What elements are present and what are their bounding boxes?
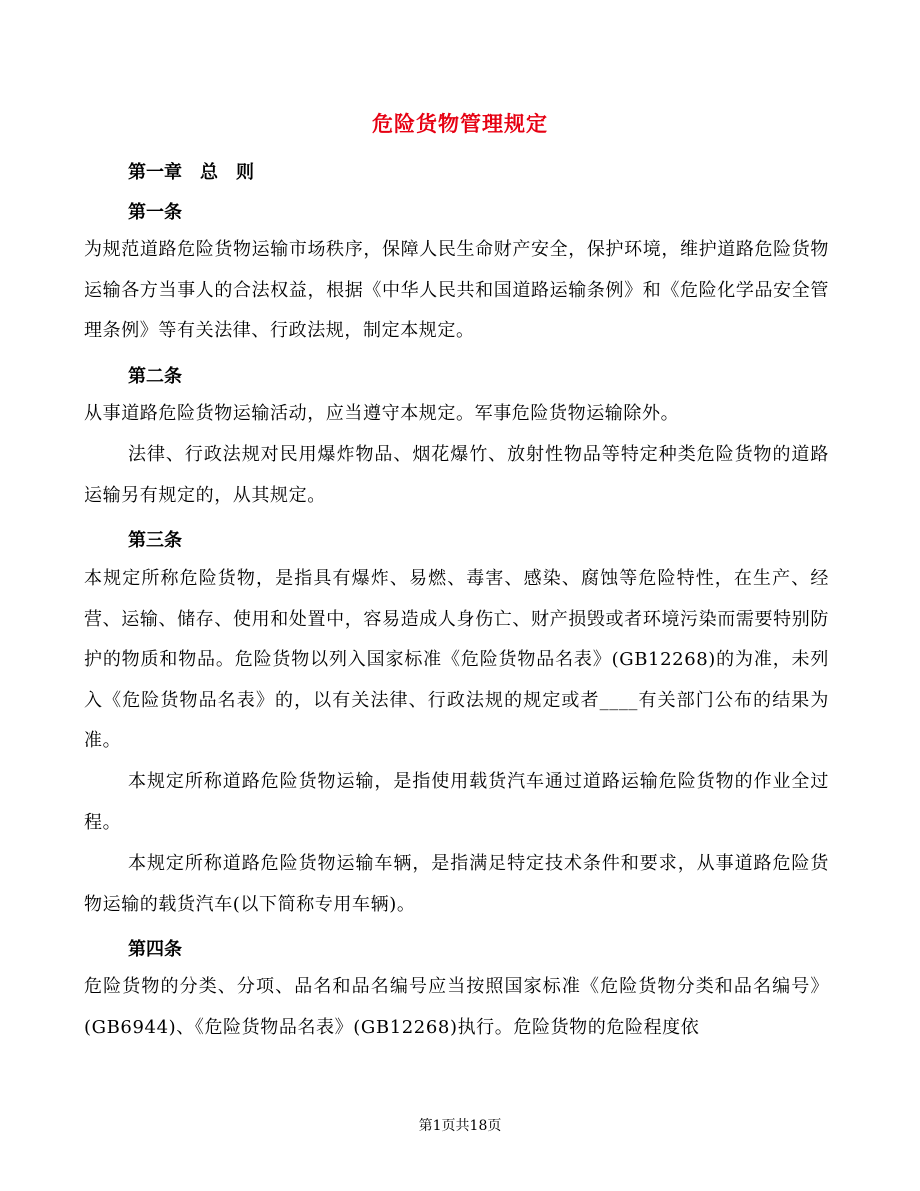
article-2-paragraph-1: 从事道路危险货物运输活动，应当遵守本规定。军事危险货物运输除外。 (84, 403, 680, 424)
article-1-paragraph-1: 为规范道路危险货物运输市场秩序，保障人民生命财产安全，保护环境，维护道路危险货物运输各方当事人的合法权益，根据《中华人民共和国道路运输条例》和《危险化学品安全管理条例》等有关法律、行政法规，制定本规定。 (84, 239, 829, 341)
article-3-paragraph-2: 本规定所称道路危险货物运输，是指使用载货汽车通过道路运输危险货物的作业全过程。 (84, 771, 829, 833)
article-4-heading: 第四条 (128, 939, 182, 960)
chapter-heading: 第一章 总 则 (128, 162, 254, 183)
article-2-paragraph-2: 法律、行政法规对民用爆炸物品、烟花爆竹、放射性物品等特定种类危险货物的道路运输另有规定的，从其规定。 (84, 444, 829, 506)
article-3-heading: 第三条 (128, 530, 182, 551)
article-2-heading: 第二条 (128, 366, 182, 387)
document-title: 危险货物管理规定 (372, 111, 548, 136)
article-1-heading: 第一条 (128, 202, 182, 223)
article-3-paragraph-1: 本规定所称危险货物，是指具有爆炸、易燃、毒害、感染、腐蚀等危险特性，在生产、经营、运输、储存、使用和处置中，容易造成人身伤亡、财产损毁或者环境污染而需要特别防护的物质和物品。危险货物以列入国家标准《危险货物品名表》(GB12268)的为准，未列入《危险货物品名表》的，以有关法律、行政法规的规定或者____有关部门公布的结果为准。 (84, 568, 829, 751)
page-indicator: 第1页共18页 (418, 1118, 502, 1134)
article-3-paragraph-3: 本规定所称道路危险货物运输车辆，是指满足特定技术条件和要求，从事道路危险货物运输的载货汽车(以下简称专用车辆)。 (84, 853, 829, 915)
article-4-paragraph-1: 危险货物的分类、分项、品名和品名编号应当按照国家标准《危险货物分类和品名编号》(GB6944)、《危险货物品名表》(GB12268)执行。危险货物的危险程度依 (84, 976, 829, 1038)
